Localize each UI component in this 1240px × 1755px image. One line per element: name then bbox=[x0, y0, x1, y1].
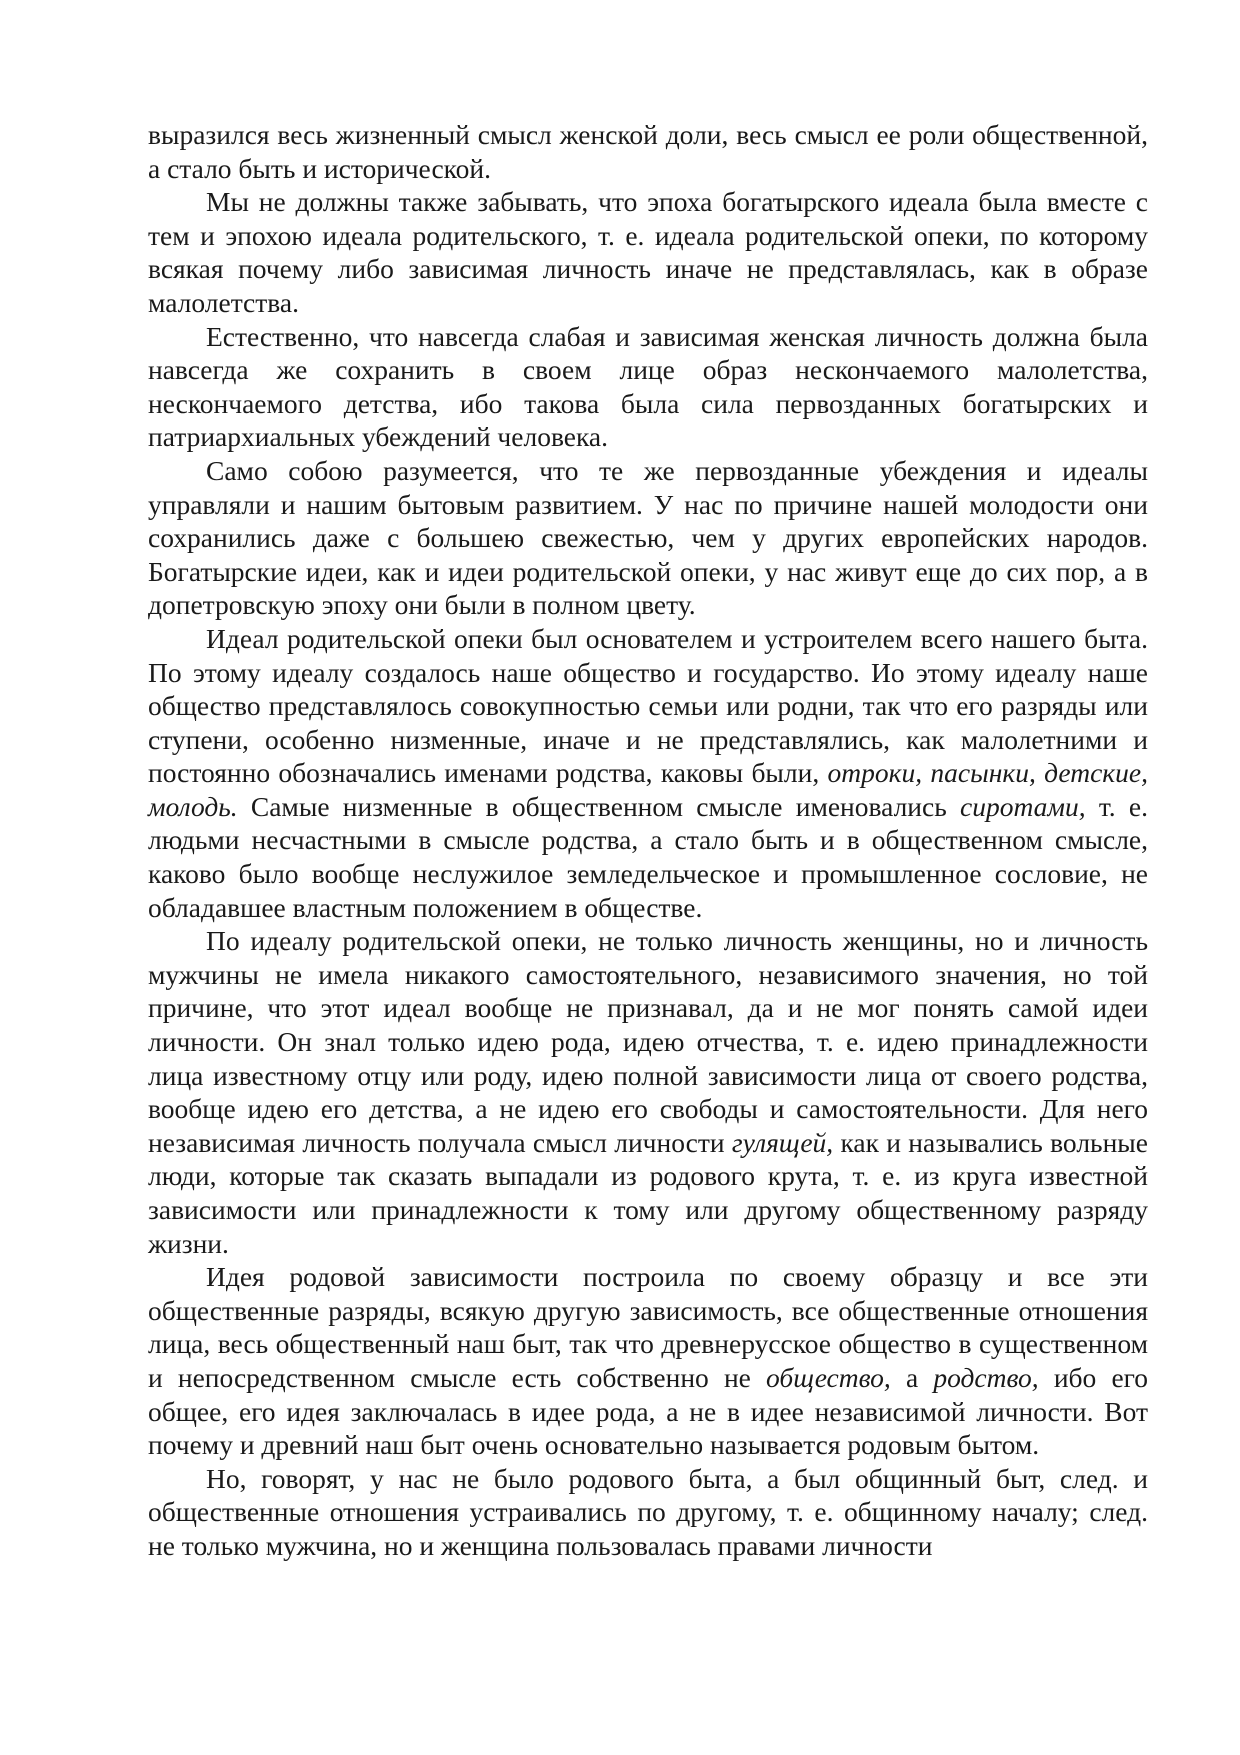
paragraph-text: как и назывались вольные люди, которые так сказать выпадали из родового крута, т. е. из круга известной зависимости или принадлежности к тому или другому общественному разряду жизни. bbox=[148, 1126, 1148, 1259]
paragraph-text: По идеалу родительской опеки, не только личность женщины, но и личность мужчины не имела никакого самостоятельного, независимого значения, но той причине, что этот идеал вообще не признавал, да и не мог понять самой идеи личности. Он знал только идею рода, идею отчества, т. е. идею принадлежности лица известному отцу или роду, идею полной зависимости лица от своего родства, вообще идею его детства, а не идею его свободы и самостоятельности. Для него независимая личность получала смысл личности bbox=[148, 925, 1148, 1158]
paragraph-6 bbox=[148, 924, 1148, 1260]
paragraph-text: Естественно, что навсегда слабая и зависимая женская личность должна была навсегда же сохранить в своем лице образ нескончаемого малолетства, нескончаемого детства, ибо такова была сила первозданных богатырских и патриархиальных убеждений человека. bbox=[148, 320, 1148, 453]
italic-term-society: общество, bbox=[766, 1361, 891, 1393]
paragraph-3 bbox=[148, 320, 1148, 454]
paragraph-text: Идея родовой зависимости построила по своему образцу и все эти общественные разряды, всякую другую зависимость, все общественные отношения лица, весь общественный наш быт, так что древнерусское общество в существенном и непосредственном смысле есть собственно не bbox=[148, 1261, 1148, 1393]
paragraph-text: Самые низменные в общественном смысле именовались bbox=[237, 790, 961, 822]
paragraph-4 bbox=[148, 454, 1148, 622]
paragraph-text: выразился весь жизненный смысл женской доли, весь смысл ее роли общественной, а стало быть и исторической. bbox=[148, 119, 1148, 184]
paragraph-5 bbox=[148, 622, 1148, 924]
italic-term-kinship: родство, bbox=[933, 1361, 1039, 1393]
paragraph-8 bbox=[148, 1462, 1148, 1563]
paragraph-text: Идеал родительской опеки был основателем и устроителем всего нашего быта. По этому идеалу создалось наше общество и государство. Ио этому идеалу наше общество представлялось совокупностью семьи или родни, так что его разряды или ступени, особенно низменные, иначе и не представлялись, как малолетними и постоянно обозначались именами родства, каковы были, bbox=[148, 622, 1148, 789]
paragraph-text: ибо его общее, его идея заключалась в идее рода, а не в идее независимой личности. Вот почему и древний наш быт очень основательно называется родовым бытом. bbox=[148, 1361, 1148, 1461]
paragraph-text: а bbox=[890, 1361, 934, 1393]
paragraph-text: т. е. людьми несчастными в смысле родства, а стало быть и в общественном смысле, каково было вообще неслужилое земледельческое и промышленное сословие, не обладавшее властным положением в обществе. bbox=[148, 790, 1149, 923]
paragraph-7 bbox=[148, 1260, 1148, 1462]
paragraph-text: Само собою разумеется, что те же первозданные убеждения и идеалы управляли и нашим бытовым развитием. У нас по причине нашей молодости они сохранились даже с большею свежестью, чем у других европейских народов. Богатырские идеи, как и идеи родительской опеки, у нас живут еще до сих пор, а в допетровскую эпоху они были в полном цвету. bbox=[148, 454, 1148, 621]
italic-term-youths: отроки, пасынки, детские, молодь. bbox=[148, 757, 1148, 822]
document-page bbox=[148, 118, 1148, 1563]
paragraph-text: Но, говорят, у нас не было родового быта, а был общинный быт, след. и общественные отношения устраивались по другому, т. е. общинному началу; след. не только мужчина, но и женщина пользовалась правами личности bbox=[148, 1462, 1148, 1561]
paragraph-1 bbox=[148, 118, 1148, 185]
paragraph-2 bbox=[148, 185, 1148, 319]
paragraph-text: Мы не должны также забывать, что эпоха богатырского идеала была вместе с тем и эпохою идеала родительского, т. е. идеала родительской опеки, по которому всякая почему либо зависимая личность иначе не представлялась, как в образе малолетства. bbox=[148, 186, 1148, 318]
italic-term-wandering: гулящей, bbox=[731, 1126, 834, 1158]
italic-term-orphans: сиротами, bbox=[960, 790, 1086, 822]
